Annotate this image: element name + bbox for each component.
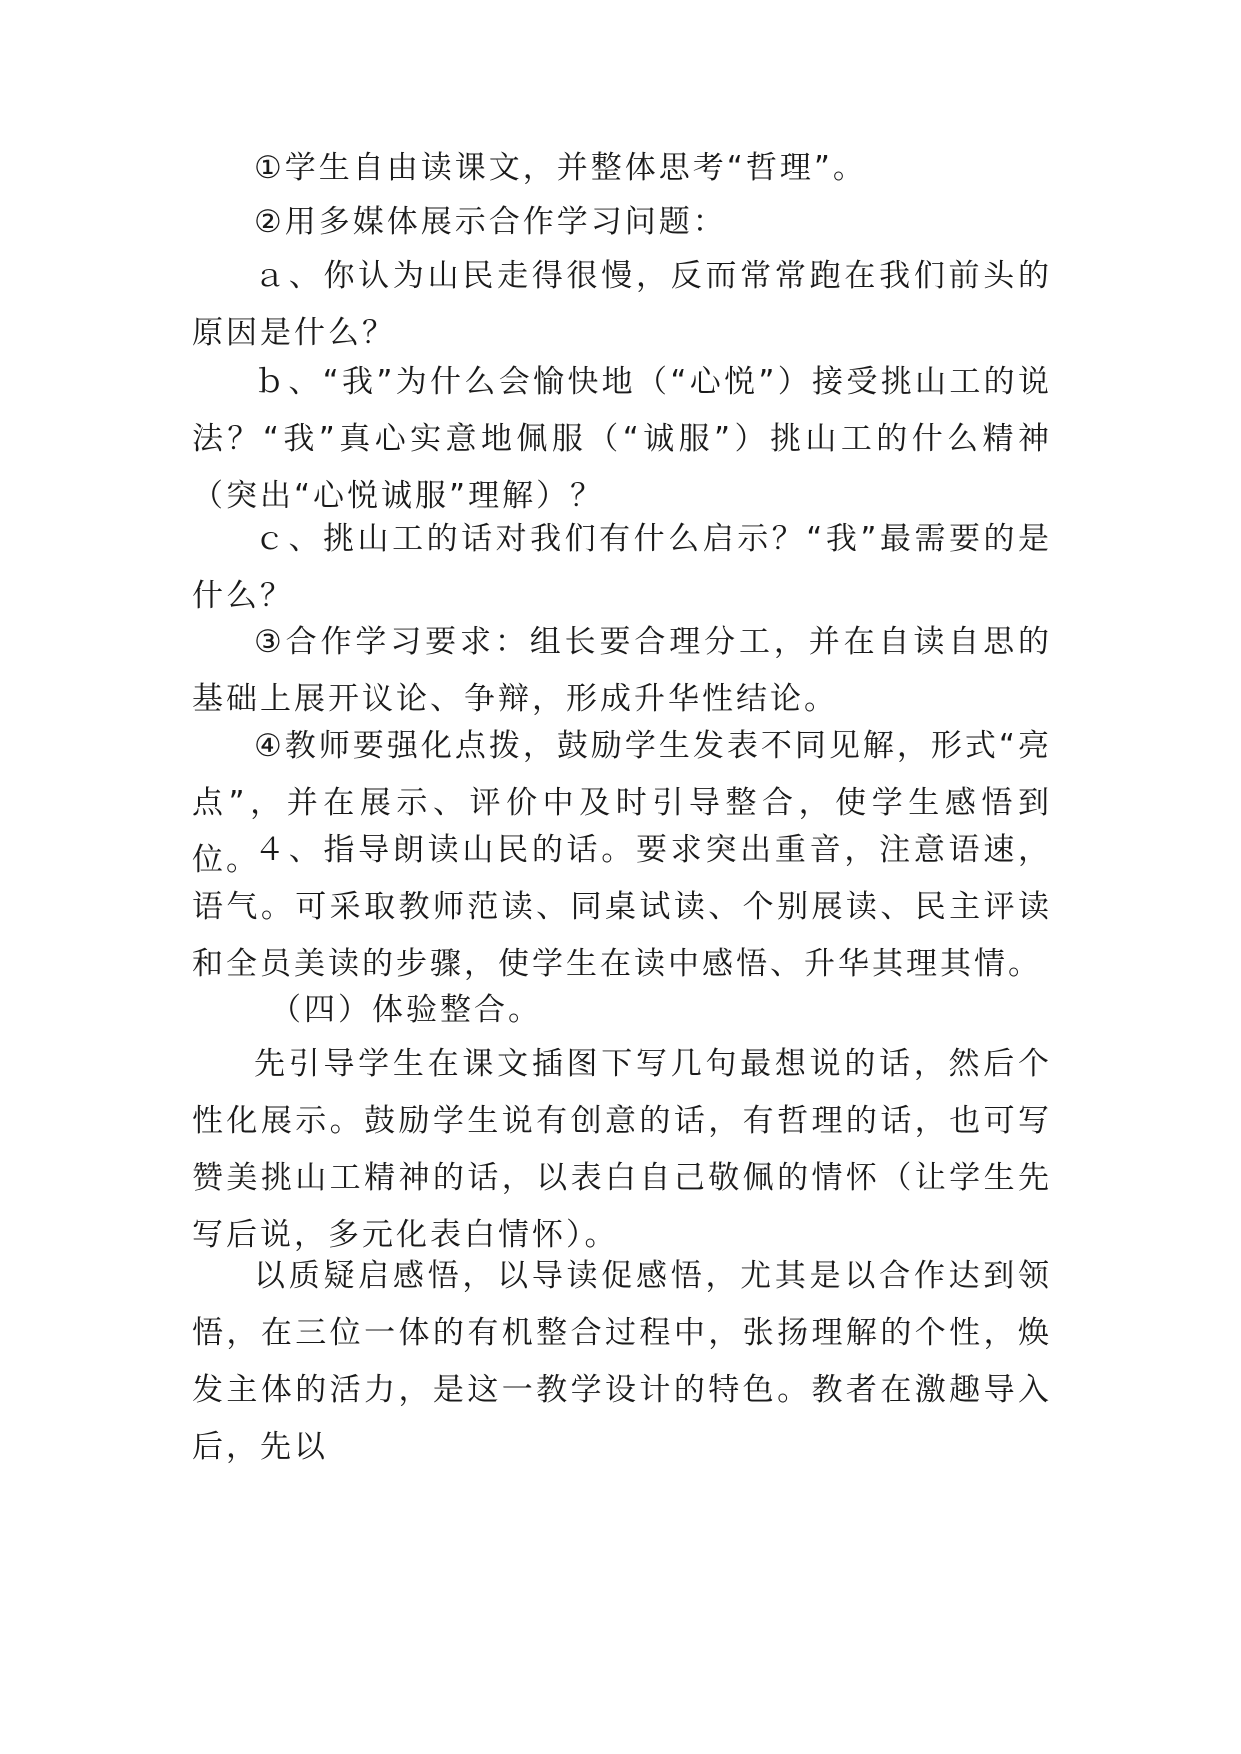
paragraph-step-3-cooperation-requirements: ③合作学习要求：组长要合理分工，并在自读自思的基础上展开议论、争辩，形成升华性结论。 [192, 624, 1052, 717]
paragraph-experience-integration: 先引导学生在课文插图下写几句最想说的话，然后个性化展示。鼓励学生说有创意的话，有哲理的话，也可写赞美挑山工精神的话，以表白自己敬佩的情怀（让学生先写后说，多元化表白情怀）。 [192, 1046, 1052, 1253]
paragraph-design-commentary: 以质疑启感悟，以导读促感悟，尤其是以合作达到领悟，在三位一体的有机整合过程中，张扬理解的个性，焕发主体的活力，是这一教学设计的特色。教者在激趣导入后，先以 [192, 1258, 1052, 1465]
section-heading-4: （四）体验整合。 [270, 992, 542, 1028]
paragraph-step-1-free-reading: ①学生自由读课文，并整体思考“哲理”。 [254, 150, 867, 186]
paragraph-question-a: ａ、你认为山民走得很慢，反而常常跑在我们前头的原因是什么？ [192, 258, 1052, 351]
paragraph-item-4-reading-guidance: ４、指导朗读山民的话。要求突出重音，注意语速，语气。可采取教师范读、同桌试读、个别展读、民主评读和全员美读的步骤，使学生在读中感悟、升华其理其情。 [192, 832, 1052, 982]
paragraph-question-c: ｃ、挑山工的话对我们有什么启示？“我”最需要的是什么？ [192, 521, 1052, 614]
paragraph-question-b: ｂ、“我”为什么会愉快地（“心悦”）接受挑山工的说法？“我”真心实意地佩服（“诚服”）挑山工的什么精神（突出“心悦诚服”理解）？ [192, 364, 1052, 514]
paragraph-step-2-multimedia-questions: ②用多媒体展示合作学习问题： [254, 204, 727, 240]
paragraph-step-4-teacher-guidance: ④教师要强化点拨，鼓励学生发表不同见解，形式“亮点”，并在展示、评价中及时引导整合，使学生感悟到位。 [192, 728, 1052, 878]
